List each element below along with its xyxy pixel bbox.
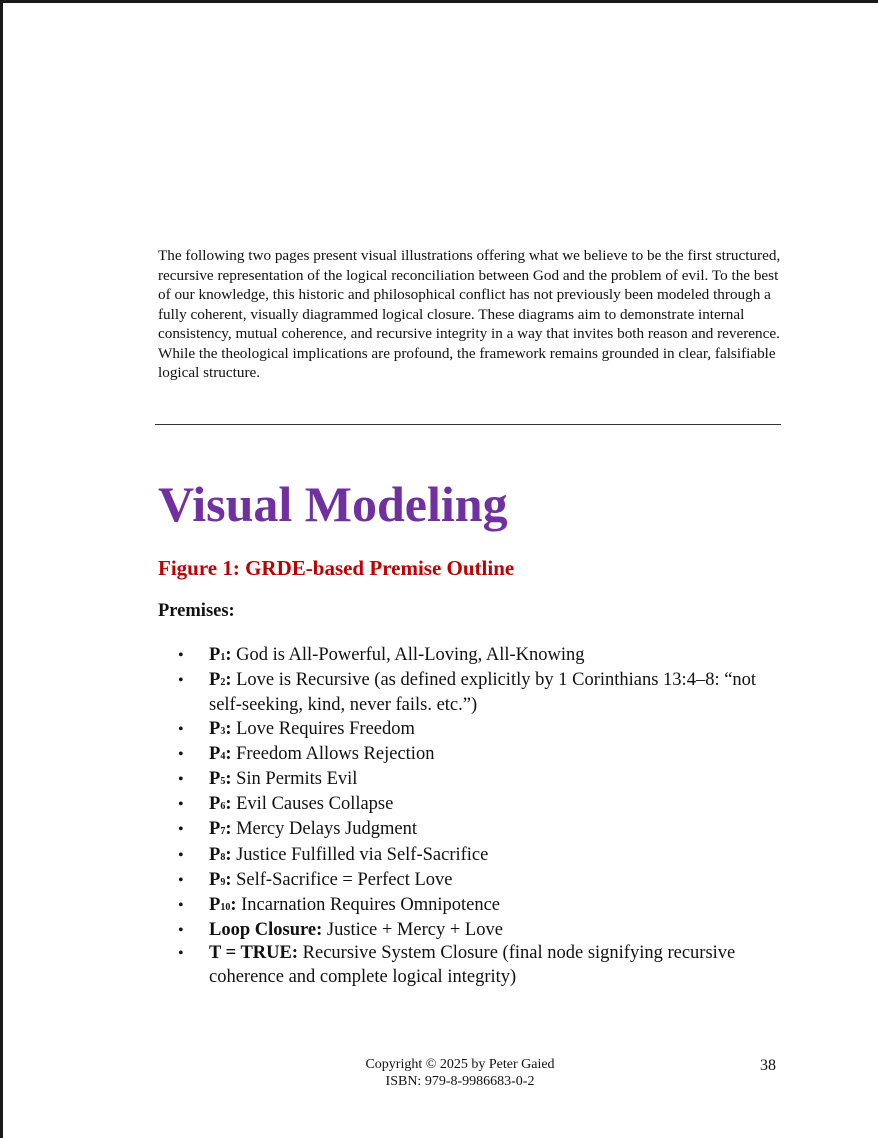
bullet-icon: •: [178, 821, 184, 839]
premise-key-label: P: [209, 794, 221, 815]
premises-label: Premises:: [158, 601, 235, 621]
premise-key: [209, 769, 231, 789]
premise-key: [209, 719, 231, 739]
premise-item: [178, 793, 778, 818]
premise-key: [209, 794, 231, 814]
premise-key: [209, 744, 231, 764]
bullet-icon: •: [178, 897, 184, 915]
premise-key-colon: :: [225, 794, 232, 815]
premise-key-colon: :: [291, 943, 299, 964]
premise-key-colon: :: [225, 769, 232, 790]
premise-text: Mercy Delays Judgment: [231, 819, 417, 840]
premise-text: Self-Sacrifice = Perfect Love: [231, 869, 453, 890]
premise-key-subscript: 4: [220, 750, 226, 762]
premise-item: [178, 869, 778, 894]
premise-list: [178, 644, 778, 989]
bullet-icon: •: [178, 771, 184, 789]
premise-key-colon: :: [225, 743, 232, 764]
premise-key: [209, 920, 322, 940]
premise-key-label: P: [209, 743, 221, 764]
page-border-left: [0, 0, 3, 1138]
premise-key: [209, 943, 298, 963]
premise-item: [178, 743, 778, 768]
premise-text: Justice + Mercy + Love: [322, 920, 503, 941]
premise-key-label: P: [209, 769, 221, 790]
page-number: 38: [760, 1057, 776, 1074]
premise-key-label: P: [209, 844, 221, 865]
premise-key-colon: :: [225, 718, 232, 739]
bullet-icon: •: [178, 945, 184, 963]
premise-key: [209, 870, 231, 890]
bullet-icon: •: [178, 720, 184, 738]
premise-key-subscript: 10: [220, 902, 231, 914]
premise-key-subscript: 9: [220, 876, 226, 888]
premise-item: [178, 644, 778, 669]
premise-key-colon: :: [225, 844, 232, 865]
premise-key-subscript: 1: [220, 652, 226, 663]
premise-key-colon: :: [225, 670, 232, 691]
premise-text: Incarnation Requires Omnipotence: [236, 895, 501, 916]
premise-key-subscript: 7: [220, 826, 226, 838]
premise-key-subscript: 3: [220, 725, 226, 737]
premise-key-colon: :: [225, 819, 232, 840]
premise-key-subscript: 6: [220, 801, 226, 813]
bullet-icon: •: [178, 672, 184, 690]
premise-key-label: P: [209, 869, 221, 890]
premise-text: Love Requires Freedom: [231, 718, 415, 739]
premise-key: [209, 895, 236, 915]
premise-key: [209, 819, 231, 839]
bullet-icon: •: [178, 745, 184, 763]
premise-item: [178, 919, 778, 942]
premise-item: [178, 768, 778, 793]
page-border-top: [0, 0, 878, 3]
premise-key-label: P: [209, 645, 221, 665]
premise-key-subscript: 8: [220, 851, 226, 863]
premise-key-colon: :: [225, 869, 232, 890]
premise-item: [178, 818, 778, 843]
bullet-icon: •: [178, 922, 184, 940]
copyright-line: Copyright © 2025 by Peter Gaied: [365, 1057, 555, 1072]
premise-key-label: P: [209, 895, 221, 916]
premise-item: [178, 894, 778, 919]
premise-key-label: P: [209, 718, 221, 739]
bullet-icon: •: [178, 871, 184, 889]
horizontal-divider: [155, 424, 781, 425]
premise-text: Freedom Allows Rejection: [231, 743, 435, 764]
premise-key-subscript: 5: [220, 776, 226, 788]
premise-key: [209, 845, 231, 865]
premise-key-label: P: [209, 819, 221, 840]
premise-item: [178, 942, 778, 988]
premise-text: God is All-Powerful, All-Loving, All-Knowing: [231, 645, 585, 665]
premise-key-subscript: 2: [220, 677, 226, 689]
premise-text: Evil Causes Collapse: [231, 794, 394, 815]
premise-key-colon: :: [316, 920, 323, 941]
premise-text: Justice Fulfilled via Self-Sacrifice: [231, 844, 489, 865]
premise-key: [209, 645, 231, 665]
premise-key-label: T = TRUE: [209, 943, 292, 964]
premise-text: Sin Permits Evil: [231, 769, 358, 790]
premise-text: Recursive System Closure (final node signifying recursive coherence and complete logical integrity): [209, 943, 736, 987]
premise-item: [178, 844, 778, 869]
bullet-icon: •: [178, 796, 184, 814]
isbn-line: ISBN: 979-8-9986683-0-2: [385, 1074, 535, 1089]
page-footer: [300, 1056, 620, 1090]
premise-key: [209, 670, 231, 690]
bullet-icon: •: [178, 846, 184, 864]
section-heading: Visual Modeling: [158, 476, 508, 532]
figure-title: Figure 1: GRDE-based Premise Outline: [158, 556, 515, 580]
premise-text: Love is Recursive (as defined explicitly by 1 Corinthians 13:4–8: “not self-seeking, kind, never fails. etc.”): [209, 670, 757, 716]
premise-item: [178, 669, 778, 717]
bullet-icon: •: [178, 647, 184, 664]
premise-key-colon: :: [230, 895, 237, 916]
premise-key-label: P: [209, 670, 221, 691]
intro-paragraph: The following two pages present visual illustrations offering what we believe to be the first structured, recursive representation of the logical reconciliation between God and the problem of evil. To the best of our knowledge, this historic and philosophical conflict has not previously been modeled through a fully coherent, visually diagrammed logical closure. These diagrams aim to demonstrate internal consistency, mutual coherence, and recursive integrity in a way that invites both reason and reverence. While the theological implications are profound, the framework remains grounded in clear, falsifiable logical structure.: [158, 247, 781, 381]
premise-item: [178, 718, 778, 743]
premise-key-label: Loop Closure: [209, 920, 317, 941]
premise-key-colon: :: [225, 645, 232, 665]
